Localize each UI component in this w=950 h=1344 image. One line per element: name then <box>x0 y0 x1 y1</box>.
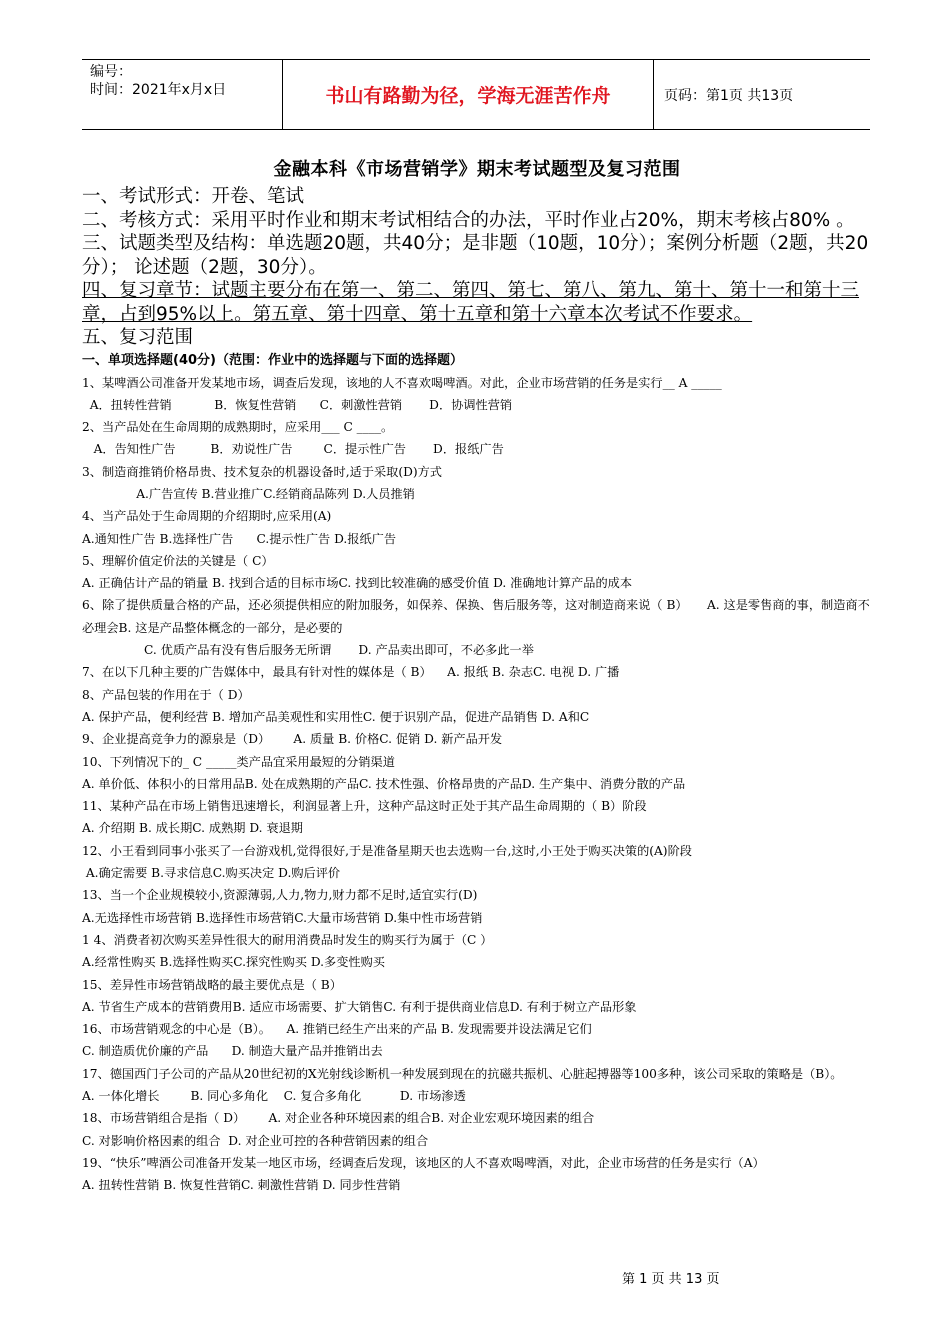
question-line: A.确定需要 B.寻求信息C.购买决定 D.购后评价 <box>82 866 341 881</box>
question-line: A．扭转性营销 B．恢复性营销 C．刺激性营销 D．协调性营销 <box>82 397 513 412</box>
question-line: A. 正确估计产品的销量 B. 找到合适的目标市场C. 找到比较准确的感受价值 D. 准确地计算产品的成本 <box>82 576 633 591</box>
page-footer: 第 1 页 共 13 页 <box>622 1272 720 1287</box>
question-line: 15、差异性市场营销战略的最主要优点是（ B） <box>82 977 342 992</box>
question-line: 16、市场营销观念的中心是（B）。 A. 推销已经生产出来的产品 B. 发现需要并设法满足它们 <box>82 1022 592 1037</box>
header-motto: 书山有路勤为径，学海无涯苦作舟 <box>282 60 654 129</box>
section-assessment: 二、考核方式：采用平时作业和期末考试相结合的办法，平时作业占20%，期末考核占80% 。 <box>82 209 855 231</box>
question-line: 2、当产品处在生命周期的成熟期时，应采用___ C ____。 <box>82 420 394 435</box>
question-line: A. 扭转性营销 B. 恢复性营销C. 刺激性营销 D. 同步性营销 <box>82 1178 401 1193</box>
question-line: 9、企业提高竞争力的源泉是（D） A. 质量 B. 价格C. 促销 D. 新产品开发 <box>82 732 503 747</box>
number-label: 编号： <box>90 64 132 80</box>
question-line: C. 优质产品有没有售后服务无所谓 D. 产品卖出即可，不必多此一举 <box>82 643 534 658</box>
question-line: A.无选择性市场营销 B.选择性市场营销C.大量市场营销 D.集中性市场营销 <box>82 910 483 925</box>
question-line: 19、“快乐”啤酒公司准备开发某一地区市场，经调查后发现，该地区的人不喜欢喝啤酒，对此，企业市场营的任务是实行（A） <box>82 1155 765 1170</box>
question-line: A.通知性广告 B.选择性广告 C.提示性广告 D.报纸广告 <box>82 531 397 546</box>
question-line: 7、在以下几种主要的广告媒体中，最具有针对性的媒体是（ B） A. 报纸 B. 杂志C. 电视 D. 广播 <box>82 665 620 680</box>
section-question-types: 三、试题类型及结构：单选题20题，共40分；是非题（10题，10分）；案例分析题（2题，共20分）； 论述题（2题，30分）。 <box>82 233 869 278</box>
question-line: 11、某种产品在市场上销售迅速增长，利润显著上升，这种产品这时正处于其产品生命周期的（ B）阶段 <box>82 799 647 814</box>
question-line: 13、当一个企业规模较小,资源薄弱,人力,物力,财力都不足时,适宜实行(D) <box>82 888 478 903</box>
question-line: A. 节省生产成本的营销费用B. 适应市场需要、扩大销售C. 有利于提供商业信息D. 有利于树立产品形象 <box>82 999 637 1014</box>
question-line: 1 4、消费者初次购买差异性很大的耐用消费品时发生的购买行为属于（C ） <box>82 932 493 947</box>
header-page-number: 页码：第1页 共13页 <box>664 87 794 104</box>
question-line: C. 对影响价格因素的组合 D. 对企业可控的各种营销因素的组合 <box>82 1133 429 1148</box>
part-one-heading: 一、单项选择题(40分)（范围：作业中的选择题与下面的选择题） <box>82 352 463 368</box>
document-body <box>82 155 872 1196</box>
section-review-scope: 五、复习范围 <box>82 327 194 348</box>
question-line: 10、下列情况下的_ C _____类产品宜采用最短的分销渠道 <box>82 754 395 769</box>
page-header <box>82 59 870 130</box>
question-line: A. 保护产品，便利经营 B. 增加产品美观性和实用性C. 便于识别产品，促进产品销售 D. A和C <box>82 709 590 724</box>
question-line: 17、德国西门子公司的产品从20世纪初的X光射线诊断机一种发展到现在的抗磁共振机、心脏起搏器等100多种，该公司采取的策略是（B）。 A. 一体化增长 B. 同心多角化 C. 复合多角化 D. 市场渗透 <box>82 1066 862 1103</box>
question-line: A．告知性广告 B．劝说性广告 C．提示性广告 D．报纸广告 <box>82 442 504 457</box>
question-list <box>82 372 872 1197</box>
question-line: 5、理解价值定价法的关键是（ C） <box>82 553 274 568</box>
question-line: 6、除了提供质量合格的产品，还必须提供相应的附加服务，如保养、保换、售后服务等，这对制造商来说（ B） A. 这是零售商的事，制造商不必理会B. 这是产品整体概念的一部分，是必要的 <box>82 598 870 635</box>
header-meta <box>82 60 282 129</box>
question-line: C. 制造质优价廉的产品 D. 制造大量产品并推销出去 <box>82 1044 383 1059</box>
question-line: 3、制造商推销价格昂贵、技术复杂的机器设备时,适于采取(D)方式 <box>82 464 442 479</box>
question-line: A. 介绍期 B. 成长期C. 成熟期 D. 衰退期 <box>82 821 303 836</box>
section-exam-form: 一、考试形式：开卷、笔试 <box>82 186 305 207</box>
question-line: 12、小王看到同事小张买了一台游戏机,觉得很好,于是准备星期天也去选购一台,这时,小王处于购买决策的(A)阶段 <box>82 843 692 858</box>
question-line: A. 单价低、体积小的日常用品B. 处在成熟期的产品C. 技术性强、价格昂贵的产品D. 生产集中、消费分散的产品 <box>82 776 686 791</box>
question-line: 4、当产品处于生命周期的介绍期时,应采用(A) <box>82 509 332 524</box>
question-line: A.经常性购买 B.选择性购买C.探究性购买 D.多变性购买 <box>82 955 385 970</box>
question-line: 1、某啤酒公司准备开发某地市场，调查后发现，该地的人不喜欢喝啤酒。对此，企业市场营销的任务是实行__ A _____ <box>82 375 722 390</box>
question-line: 8、产品包装的作用在于（ D） <box>82 687 250 702</box>
section-review-chapters: 四、复习章节：试题主要分布在第一、第二、第四、第七、第八、第九、第十、第十一和第十三章，占到95%以上。第五章、第十四章、第十五章和第十六章本次考试不作要求。 <box>82 280 860 325</box>
time-label: 时间：2021年x月x日 <box>90 82 227 98</box>
question-line: A.广告宣传 B.营业推广C.经销商品陈列 D.人员推销 <box>82 486 415 501</box>
document-title: 金融本科《市场营销学》期末考试题型及复习范围 <box>273 159 681 180</box>
question-line: 18、市场营销组合是指（ D） A. 对企业各种环境因素的组合B. 对企业宏观环境因素的组合 <box>82 1111 595 1126</box>
